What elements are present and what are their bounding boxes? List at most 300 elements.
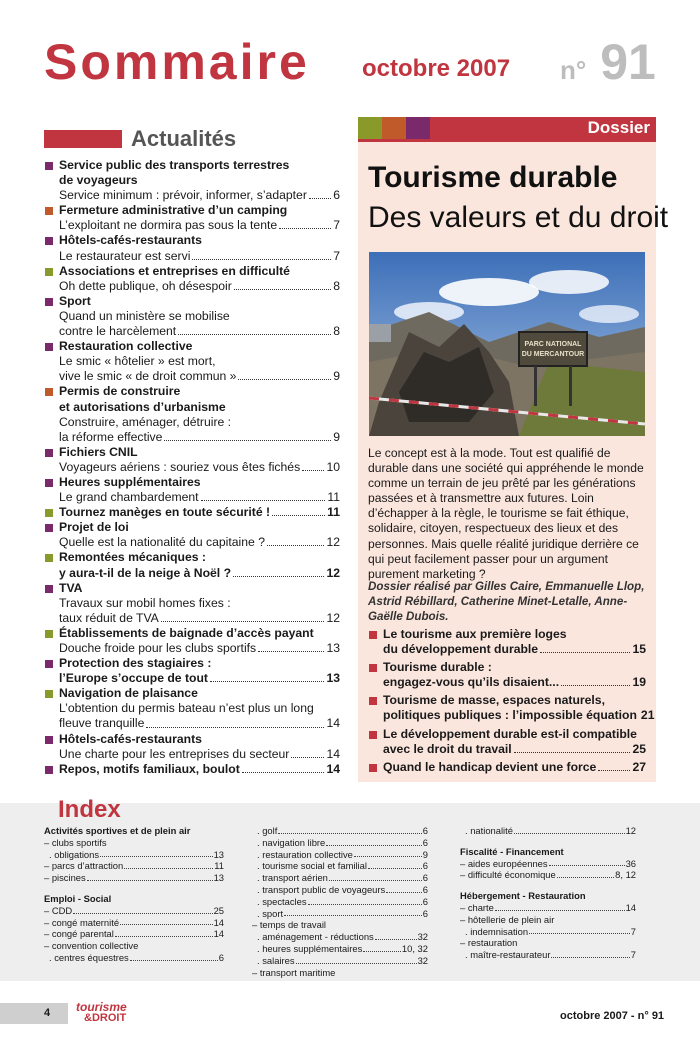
dot-leader — [375, 931, 417, 940]
entry-subtitle-line — [59, 460, 340, 475]
index-term: – hôtellerie de plein air — [460, 913, 555, 925]
entry-heading-line — [59, 566, 340, 581]
issue-value: 91 — [600, 34, 656, 90]
index-term: – restauration — [460, 937, 518, 949]
page-ref: 7 — [333, 248, 340, 263]
index-page: 6 — [422, 860, 428, 872]
dot-leader — [279, 218, 331, 229]
sign-line-1: PARC NATIONAL — [524, 341, 582, 348]
index-term: – temps de travail — [252, 919, 326, 931]
entry-heading: Associations et entreprises en difficulté — [59, 263, 290, 278]
entry-text: Douche froide pour les clubs sportifs — [59, 641, 257, 655]
dot-leader — [386, 884, 422, 893]
entry-heading: Service public des transports terrestres — [59, 158, 290, 172]
actualites-toc — [44, 158, 340, 777]
entry-text: avec le droit du travail — [383, 741, 512, 756]
index-row — [460, 825, 636, 837]
dot-leader — [73, 905, 212, 914]
dot-leader — [284, 908, 422, 917]
index-page: 32 — [417, 931, 428, 943]
dot-leader — [238, 369, 331, 380]
dot-leader — [598, 760, 630, 771]
dot-leader — [210, 671, 324, 682]
index-column-1 — [44, 825, 224, 964]
index-page: 6 — [422, 895, 428, 907]
entry-heading: Tourisme durable : — [383, 660, 492, 675]
index-page: 32 — [417, 954, 428, 966]
bullet-square — [45, 449, 53, 457]
page-ref: 7 — [333, 218, 340, 233]
index-term: – difficulté économique — [460, 869, 556, 881]
dot-leader — [557, 869, 614, 878]
bullet-square — [45, 268, 53, 276]
index-term: . navigation libre — [257, 836, 326, 848]
index-row — [252, 931, 428, 943]
bullet-square — [45, 207, 53, 215]
index-term: – charte — [460, 901, 494, 913]
entry-subtitle-line — [59, 324, 340, 339]
page-ref: 14 — [326, 716, 340, 731]
dot-leader — [368, 860, 422, 869]
color-strip — [382, 117, 406, 139]
index-term: . salaires — [257, 954, 295, 966]
index-page: 6 — [218, 951, 224, 963]
entry-subtitle: Travaux sur mobil homes fixes : — [59, 595, 231, 610]
index-row — [44, 952, 224, 964]
sign-line-2: DU MERCANTOUR — [521, 351, 585, 358]
entry-subtitle-line — [59, 747, 340, 762]
issue-prefix: n° — [560, 55, 587, 85]
page-ref: 8 — [333, 324, 340, 339]
toc-entry — [44, 656, 340, 686]
entry-text: contre le harcèlement — [59, 324, 177, 339]
dossier-entry — [368, 693, 655, 723]
index-term: . heures supplémentaires — [257, 942, 363, 954]
index-column-2 — [252, 825, 428, 978]
bullet-square — [369, 664, 377, 672]
index-page: 10, 32 — [401, 942, 428, 954]
toc-entry — [44, 384, 340, 444]
index-row — [44, 917, 224, 929]
index-title: Index — [58, 796, 121, 823]
index-page: 13 — [213, 872, 224, 884]
page-ref: 13 — [326, 671, 340, 686]
dot-leader — [242, 762, 325, 773]
entry-heading: Sport — [59, 293, 91, 308]
index-term: – parcs d’attraction — [44, 860, 124, 872]
toc-entry — [44, 264, 340, 294]
entry-heading: Hôtels-cafés-restaurants — [59, 731, 202, 746]
entry-heading: Protection des stagiaires : — [59, 656, 212, 671]
entry-subtitle-line — [59, 218, 340, 233]
dossier-subtitle: Des valeurs et du droit — [368, 201, 669, 234]
dot-leader — [233, 566, 324, 577]
index-row — [252, 908, 428, 920]
page-ref: 25 — [632, 741, 646, 756]
page-ref: 14 — [326, 761, 340, 776]
dossier-title: Tourisme durable — [368, 161, 618, 194]
bullet-square — [45, 690, 53, 698]
page-ref: 12 — [326, 610, 340, 625]
bullet-square — [45, 162, 53, 170]
bullet-square — [45, 237, 53, 245]
entry-subtitle: Le smic « hôtelier » est mort, — [59, 354, 216, 369]
dossier-rule — [358, 139, 656, 142]
entry-text: engagez-vous qu’ils disaient... — [383, 675, 560, 690]
entry-subtitle-line — [59, 430, 340, 445]
dot-leader — [272, 505, 325, 516]
toc-entry — [44, 158, 340, 203]
page-ref: 12 — [326, 535, 340, 550]
dossier-credits: Dossier réalisé par Gilles Caire, Emmanuelle Llop, Astrid Rébillard, Catherine Minet-Letalle, Anne-Gaëlle Dubois. — [368, 580, 645, 623]
bullet-square — [369, 764, 377, 772]
dot-leader — [308, 896, 422, 905]
entry-heading-line — [59, 671, 340, 686]
index-row — [460, 937, 636, 949]
index-row — [252, 943, 428, 955]
index-page: 14 — [213, 928, 224, 940]
entry-text: y aura-t-il de la neige à Noël ? — [59, 565, 232, 580]
index-page: 6 — [422, 883, 428, 895]
index-term: . golf — [257, 825, 278, 836]
index-term: . transport public de voyageurs — [257, 883, 386, 895]
entry-heading: Restauration collective — [59, 339, 193, 354]
dot-leader — [363, 943, 401, 952]
index-term: – aides européennes — [460, 857, 548, 869]
index-term: – CDD — [44, 904, 73, 916]
bullet-square — [45, 585, 53, 593]
dot-leader — [329, 872, 422, 881]
index-term: . centres équestres — [49, 951, 129, 963]
dot-leader — [192, 249, 331, 260]
entry-text: du développement durable — [383, 642, 539, 657]
index-row — [252, 872, 428, 884]
dot-leader — [178, 324, 331, 335]
entry-heading: Permis de construire — [59, 384, 181, 399]
toc-entry — [44, 505, 340, 520]
index-term: – clubs sportifs — [44, 836, 107, 848]
dossier-entry — [368, 627, 646, 657]
entry-text: Quand le handicap devient une force — [383, 759, 597, 774]
entry-heading-line — [383, 708, 655, 723]
entry-text: Repos, motifs familiaux, boulot — [59, 761, 240, 776]
page-title: Sommaire — [44, 34, 310, 90]
entry-text: Le grand chambardement — [59, 490, 199, 505]
index-row — [44, 928, 224, 940]
index-page: 8, 12 — [615, 869, 636, 881]
index-term: – transport maritime — [252, 966, 336, 978]
entry-heading: de voyageurs — [59, 173, 138, 188]
dot-leader — [267, 535, 324, 546]
index-row — [460, 869, 636, 881]
dossier-intro: Le concept est à la mode. Tout est qualifié de durable dans une société qui appréhende le monde comme un terrain de jeu prêté par les générations passées et à transmettre aux futures. Loin d’échapper à la règle, le tourisme se fait éthique, solidaire, citoyen, respectueux des lieux et des personnes. Mais quelle réalité juridique derrière ce qui peut facilement passer pour un argument purement marketing ? — [368, 446, 644, 581]
entry-text: fleuve tranquille — [59, 716, 145, 731]
entry-heading-line — [59, 505, 340, 520]
entry-heading: Fichiers CNIL — [59, 444, 138, 459]
entry-subtitle-line — [59, 535, 340, 550]
index-term: – piscines — [44, 872, 86, 884]
toc-entry — [44, 339, 340, 384]
index-page: 9 — [422, 848, 428, 860]
entry-subtitle-line — [59, 279, 340, 294]
entry-heading: Le développement durable est-il compatible — [383, 726, 637, 741]
entry-text: Tournez manèges en toute sécurité ! — [59, 505, 271, 520]
index-page: 13 — [213, 848, 224, 860]
index-page: 36 — [625, 857, 636, 869]
index-row — [44, 940, 224, 952]
dot-leader — [326, 837, 422, 846]
bullet-square — [45, 554, 53, 562]
index-page: 14 — [213, 916, 224, 928]
page-ref: 9 — [333, 429, 340, 444]
index-page: 6 — [422, 872, 428, 884]
index-row — [252, 896, 428, 908]
issue-number — [560, 34, 656, 98]
dossier-entry — [368, 727, 646, 757]
logo-droit: &DROIT — [84, 1012, 127, 1024]
entry-heading-line — [383, 742, 646, 757]
entry-heading: Navigation de plaisance — [59, 686, 198, 701]
entry-subtitle-line — [59, 188, 340, 203]
toc-entry — [44, 445, 340, 475]
index-row — [460, 949, 636, 961]
index-row — [44, 905, 224, 917]
index-row — [460, 858, 636, 870]
entry-text: vive le smic « de droit commun » — [59, 369, 237, 384]
page-ref: 11 — [327, 505, 340, 520]
dot-leader — [549, 858, 625, 867]
index-term: – congé parental — [44, 928, 114, 940]
dot-leader — [354, 849, 422, 858]
entry-heading-line — [383, 675, 646, 690]
index-page: 7 — [630, 949, 636, 961]
entry-subtitle-line — [59, 716, 340, 731]
entry-subtitle: Construire, aménager, détruire : — [59, 414, 232, 429]
index-term: . transport aérien — [257, 872, 328, 884]
page-ref: 21 — [640, 708, 655, 723]
index-term: . obligations — [49, 848, 100, 860]
index-term: . tourisme social et familial — [257, 860, 367, 872]
index-row — [44, 837, 224, 849]
index-page: 6 — [422, 907, 428, 919]
toc-entry — [44, 475, 340, 505]
dot-leader — [296, 955, 417, 964]
entry-text: Quelle est la nationalité du capitaine ? — [59, 535, 265, 550]
entry-heading: Projet de loi — [59, 520, 129, 535]
dot-leader — [540, 642, 630, 653]
entry-text: l’Europe s’occupe de tout — [59, 671, 208, 686]
dot-leader — [124, 860, 213, 869]
toc-entry — [44, 294, 340, 339]
index-row — [252, 837, 428, 849]
actualites-title: Actualités — [131, 126, 237, 151]
index-section: Hébergement - Restauration — [460, 890, 586, 902]
page-ref: 15 — [632, 642, 646, 657]
dot-leader — [201, 490, 326, 501]
dossier-label: Dossier — [430, 117, 656, 139]
page-ref: 12 — [326, 565, 340, 580]
page-ref: 13 — [326, 641, 340, 655]
footer-issue: octobre 2007 - n° 91 — [560, 1010, 665, 1022]
index-term: . maître-restaurateur — [465, 949, 551, 961]
index-page: 25 — [213, 904, 224, 916]
dot-leader — [120, 917, 213, 926]
entry-subtitle-line — [59, 641, 340, 656]
toc-entry — [44, 550, 340, 580]
bullet-square — [369, 631, 377, 639]
section-bar — [44, 130, 122, 148]
dot-leader — [514, 825, 625, 834]
dot-leader — [302, 460, 324, 471]
index-page: 6 — [422, 836, 428, 848]
index-row — [460, 902, 636, 914]
entry-text: Voyageurs aériens : souriez vous êtes fichés — [59, 459, 301, 474]
bullet-square — [45, 479, 53, 487]
dossier-entry — [368, 760, 646, 775]
dot-leader — [87, 872, 213, 881]
entry-text: taux réduit de TVA — [59, 610, 159, 625]
toc-entry — [44, 686, 340, 731]
index-row — [460, 926, 636, 938]
entry-text: L’exploitant ne dormira pas sous la tente — [59, 218, 278, 233]
dot-leader — [561, 675, 630, 686]
index-page: 7 — [630, 925, 636, 937]
entry-subtitle-line — [59, 369, 340, 384]
dot-leader — [495, 902, 625, 911]
index-page: 12 — [625, 825, 636, 836]
index-row — [252, 967, 428, 979]
bullet-square — [45, 736, 53, 744]
index-term: . aménagement - réductions — [257, 931, 374, 943]
page-number: 4 — [44, 1007, 51, 1019]
bullet-square — [45, 343, 53, 351]
dot-leader — [115, 928, 213, 937]
entry-heading: Hôtels-cafés-restaurants — [59, 233, 202, 248]
entry-heading: Heures supplémentaires — [59, 474, 201, 489]
page-ref: 6 — [333, 188, 340, 203]
issue-date: octobre 2007 — [362, 55, 511, 82]
index-column-3 — [460, 825, 636, 961]
toc-entry — [44, 626, 340, 656]
page-ref: 8 — [333, 278, 340, 293]
index-row — [44, 872, 224, 884]
index-page: 11 — [214, 860, 224, 872]
dossier-entry — [368, 660, 646, 690]
index-row — [252, 849, 428, 861]
entry-heading-line — [59, 762, 340, 777]
page-ref: 10 — [326, 459, 340, 474]
index-page: 14 — [625, 901, 636, 913]
page-ref: 14 — [326, 746, 340, 761]
entry-text: Oh dette publique, oh désespoir — [59, 278, 232, 293]
toc-entry — [44, 581, 340, 626]
bullet-square — [369, 731, 377, 739]
entry-heading: Remontées mécaniques : — [59, 550, 206, 565]
entry-text: Service minimum : prévoir, informer, s’adapter — [59, 188, 307, 203]
bullet-square — [369, 697, 377, 705]
index-section: Emploi - Social — [44, 892, 112, 904]
entry-text: Le restaurateur est servi — [59, 248, 191, 263]
dot-leader — [291, 747, 324, 758]
index-row — [252, 884, 428, 896]
page-ref: 27 — [632, 759, 646, 774]
dot-leader — [258, 641, 324, 652]
bullet-square — [45, 388, 53, 396]
dot-leader — [529, 926, 630, 935]
page-ref: 19 — [632, 675, 646, 690]
toc-entry — [44, 520, 340, 550]
entry-subtitle-line — [59, 490, 340, 505]
logo-tourisme: tourisme — [76, 1000, 127, 1014]
color-strip — [358, 117, 382, 139]
page-ref: 9 — [333, 369, 340, 384]
dot-leader — [161, 611, 325, 622]
dot-leader — [514, 742, 631, 753]
index-term: . indemnisation — [465, 925, 529, 937]
entry-heading: Le tourisme aux première loges — [383, 627, 567, 641]
index-row — [44, 849, 224, 861]
entry-subtitle: Quand un ministère se mobilise — [59, 308, 230, 323]
bullet-square — [45, 630, 53, 638]
toc-entry — [44, 762, 340, 777]
dot-leader — [100, 849, 213, 858]
toc-entry — [44, 233, 340, 263]
bullet-square — [45, 766, 53, 774]
index-section: Activités sportives et de plein air — [44, 825, 191, 836]
index-row — [252, 860, 428, 872]
bullet-square — [45, 298, 53, 306]
dot-leader — [130, 952, 218, 961]
index-page: 6 — [422, 825, 428, 836]
dot-leader — [234, 279, 331, 290]
entry-heading-line — [383, 642, 646, 657]
index-term: – congé maternité — [44, 916, 120, 928]
entry-heading: Établissements de baignade d’accès payant — [59, 625, 314, 640]
index-term: . sport — [257, 907, 284, 919]
entry-heading-line — [383, 760, 646, 775]
entry-heading: Fermeture administrative d’un camping — [59, 203, 288, 218]
entry-heading: et autorisations d’urbanisme — [59, 399, 226, 414]
index-term: . spectacles — [257, 895, 307, 907]
index-row — [252, 825, 428, 837]
dot-leader — [551, 949, 629, 958]
entry-subtitle: L’obtention du permis bateau n’est plus un long — [59, 701, 314, 716]
entry-subtitle-line — [59, 249, 340, 264]
entry-text: la réforme effective — [59, 429, 163, 444]
dossier-toc — [368, 627, 655, 778]
dot-leader — [278, 825, 421, 834]
entry-heading: Tourisme de masse, espaces naturels, — [383, 693, 605, 708]
index-row — [252, 955, 428, 967]
color-strip — [406, 117, 430, 139]
entry-subtitle-line — [59, 611, 340, 626]
index-row — [460, 914, 636, 926]
footer-bar — [0, 1003, 68, 1024]
index-row — [252, 919, 428, 931]
entry-text: Une charte pour les entreprises du secteur — [59, 746, 290, 761]
entry-heading: TVA — [59, 580, 83, 595]
index-term: . restauration collective — [257, 848, 353, 860]
index-term: – convention collective — [44, 940, 139, 952]
index-section: Fiscalité - Financement — [460, 845, 564, 857]
dossier-photo — [369, 252, 645, 436]
toc-entry — [44, 203, 340, 233]
index-term: . nationalité — [465, 825, 513, 836]
index-row — [44, 860, 224, 872]
entry-text: politiques publiques : l’impossible équation — [383, 708, 637, 723]
toc-entry — [44, 732, 340, 762]
bullet-square — [45, 509, 53, 517]
